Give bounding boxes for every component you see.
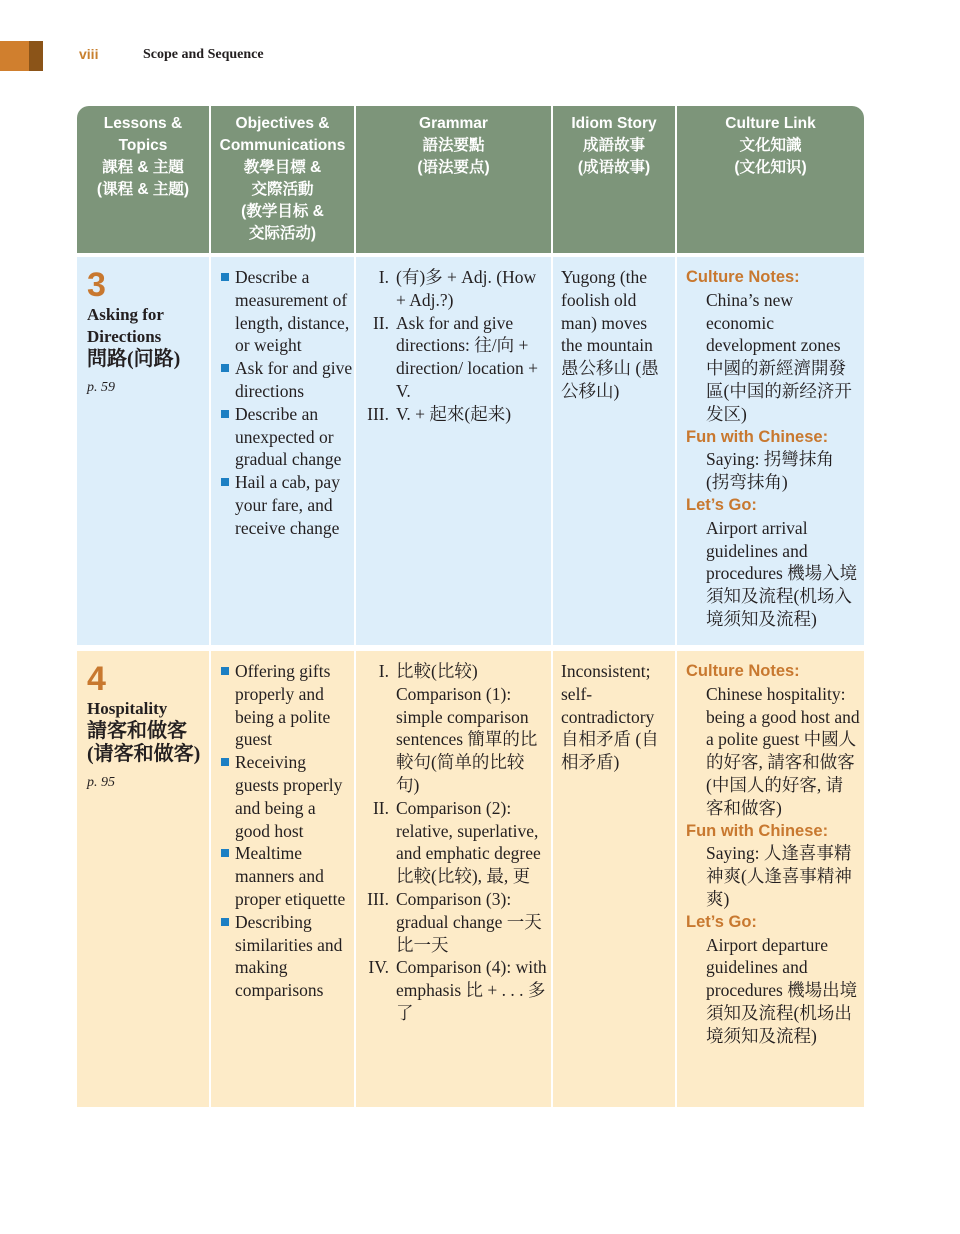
culture-notes-label: Culture Notes: — [686, 268, 800, 286]
header-line: Objectives & — [235, 115, 330, 132]
roman-numeral: III. — [367, 403, 389, 424]
header-line: Lessons & — [103, 115, 183, 132]
lets-go-text: Airport departure guidelines and procedures 機場出境須知及流程(机场出境须知及流程) — [706, 934, 858, 1046]
lesson-cell — [77, 651, 211, 1107]
lesson-number: 3 — [87, 266, 106, 304]
lesson-number: 4 — [87, 660, 106, 698]
header-line: 文化知識 — [739, 137, 802, 154]
lesson-cell — [77, 257, 211, 645]
culture-cell — [677, 651, 864, 1107]
lesson-title-line: Hospitality — [87, 699, 168, 718]
header-lessons — [77, 106, 211, 253]
culture-notes-text: China’s new economic development zones 中國的新經濟開發區(中国的新经济开发区) — [706, 289, 852, 424]
grammar-text: V. + 起來(起来) — [396, 403, 512, 424]
header-idiom — [553, 106, 677, 253]
page-number: viii — [79, 46, 99, 62]
header-line: 成語故事 — [582, 137, 645, 154]
header-line: 課程 & 主題 — [102, 159, 184, 176]
header-line: (语法要点) — [417, 159, 490, 176]
objective-item: Describing similarities and making comparisons — [235, 911, 354, 1002]
objectives-list — [211, 660, 354, 1002]
header-line: 交际活动) — [248, 225, 317, 242]
culture-cell — [677, 257, 864, 645]
grammar-cell — [356, 651, 553, 1107]
grammar-item — [356, 956, 551, 1024]
lets-go-label: Let’s Go: — [686, 912, 757, 931]
idiom-chinese: 自相矛盾 (自相矛盾) — [561, 729, 659, 773]
lets-go-text: Airport arrival guidelines and procedures 機場入境須知及流程(机场入境须知及流程) — [706, 517, 858, 629]
roman-numeral: IV. — [368, 957, 389, 978]
header-line: Communications — [219, 137, 346, 154]
grammar-text: Comparison (4): with emphasis 比 + . . . 多了 — [396, 957, 547, 1023]
header-line: 語法要點 — [422, 137, 485, 154]
table-header-row — [77, 106, 864, 253]
lesson-title-chinese: 問路(问路) — [87, 348, 181, 370]
culture-notes-label: Culture Notes: — [686, 662, 800, 680]
objective-item: Receiving guests properly and being a good host — [235, 751, 354, 842]
culture-notes-text: Chinese hospitality: being a good host and a polite guest 中國人的好客, 請客和做客 (中国人的好客, 请客和做客) — [706, 683, 860, 818]
header-line: Grammar — [419, 115, 488, 132]
grammar-item — [356, 403, 551, 426]
scope-sequence-table — [77, 106, 864, 1107]
lesson-page-ref: p. 59 — [87, 380, 115, 395]
fun-with-chinese-text: Saying: 人逢喜事精神爽(人逢喜事精神爽) — [706, 843, 852, 909]
objectives-cell — [211, 651, 356, 1107]
header-line: (文化知识) — [734, 159, 807, 176]
grammar-item — [356, 266, 551, 312]
header-line: 教學目標 & — [243, 159, 322, 176]
objective-item: Ask for and give directions — [235, 358, 353, 401]
header-objectives — [211, 106, 356, 253]
roman-numeral: II. — [372, 797, 389, 818]
objective-item: Describe an unexpected or gradual change — [235, 403, 354, 471]
idiom-english: Yugong (the foolish old man) moves the mountain — [561, 267, 653, 356]
header-line: (成语故事) — [577, 159, 651, 176]
grammar-item — [356, 312, 551, 403]
lesson-page-ref: p. 95 — [87, 775, 115, 790]
table-row-lesson-4 — [77, 651, 864, 1107]
chapter-tab-marker — [0, 41, 43, 71]
fun-with-chinese-label: Fun with Chinese: — [686, 821, 829, 840]
grammar-text: Comparison (3): gradual change 一天比一天 — [396, 888, 542, 955]
lets-go-label: Let’s Go: — [686, 495, 757, 514]
grammar-text: 比較(比较) Comparison (1): simple comparison sentences 簡單的比較句(简单的比较句) — [396, 661, 538, 795]
header-culture — [677, 106, 864, 253]
header-grammar — [356, 106, 553, 253]
objective-item: Offering gifts properly and being a polite guest — [235, 660, 354, 751]
grammar-cell — [356, 257, 553, 645]
header-line: Culture Link — [725, 115, 816, 132]
grammar-text: Comparison (2): relative, superlative, and emphatic degree 比較(比较), 最, 更 — [396, 797, 541, 887]
header-line: (课程 & 主题) — [96, 181, 190, 198]
idiom-cell — [553, 257, 677, 645]
grammar-item — [356, 797, 551, 888]
running-head: Scope and Sequence — [143, 47, 264, 62]
idiom-cell — [553, 651, 677, 1107]
objectives-list — [211, 266, 354, 540]
header-line: 交際活動 — [251, 181, 314, 198]
roman-numeral: II. — [372, 312, 389, 333]
roman-numeral: I. — [378, 267, 389, 287]
objective-item: Describe a measurement of length, distance, or weight — [235, 266, 354, 357]
lesson-title-line: Asking for — [87, 305, 164, 324]
chapter-tab-marker-dark — [29, 41, 43, 71]
grammar-text: Ask for and give directions: 往/向 + direction/ location + V. — [396, 312, 539, 401]
objective-item: Mealtime manners and proper etiquette — [235, 842, 354, 910]
objective-item: Hail a cab, pay your fare, and receive change — [235, 471, 354, 539]
lesson-title-chinese: 請客和做客 (请客和做客) — [87, 720, 201, 765]
roman-numeral: I. — [378, 661, 389, 681]
header-line: Idiom Story — [571, 115, 657, 132]
roman-numeral: III. — [367, 888, 389, 909]
objectives-cell — [211, 257, 356, 645]
fun-with-chinese-label: Fun with Chinese: — [686, 427, 829, 446]
header-line: (教学目标 & — [241, 203, 324, 220]
grammar-item — [356, 888, 551, 956]
table-row-lesson-3 — [77, 257, 864, 645]
grammar-text: (有)多 + Adj. (How + Adj.?) — [396, 267, 537, 310]
header-line: Topics — [118, 137, 168, 154]
fun-with-chinese-text: Saying: 拐彎抹角 (拐弯抹角) — [706, 449, 834, 493]
idiom-english: Inconsistent; self-contradictory — [561, 661, 655, 727]
lesson-title-line: Directions — [87, 327, 162, 346]
grammar-item — [356, 660, 551, 797]
idiom-chinese: 愚公移山 (愚公移山) — [561, 358, 659, 401]
